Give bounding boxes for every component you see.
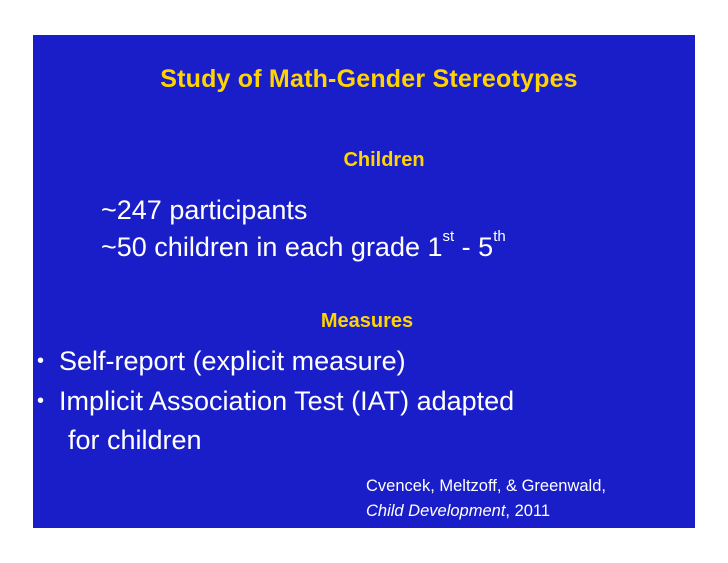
measures-heading: Measures — [320, 310, 414, 332]
grade-line-middle: - 5 — [454, 232, 494, 262]
bullet-text: Implicit Association Test (IAT) adapted — [59, 386, 515, 416]
children-heading: Children — [343, 149, 425, 171]
bullet-continuation: for children — [68, 425, 202, 455]
grade-line — [101, 228, 506, 263]
bullet-text: Self-report (explicit measure) — [59, 346, 406, 376]
citation-year: , 2011 — [505, 502, 551, 520]
bullet-item-self-report — [33, 346, 406, 377]
citation-authors: Cvencek, Meltzoff, & Greenwald, — [366, 477, 606, 495]
grade-line-sup-first: st — [442, 228, 455, 245]
citation-journal: Child Development — [366, 502, 506, 520]
slide-panel — [33, 35, 695, 528]
grade-line-prefix: ~50 children in each grade 1 — [101, 232, 443, 262]
grade-line-sup-fifth: th — [493, 228, 506, 245]
slide-title: Study of Math-Gender Stereotypes — [160, 65, 578, 93]
bullet-item-iat — [33, 386, 514, 417]
bullet-icon: • — [37, 390, 45, 412]
citation-journal-line — [366, 502, 550, 521]
bullet-icon: • — [37, 350, 45, 372]
participants-line: ~247 participants — [101, 195, 308, 225]
